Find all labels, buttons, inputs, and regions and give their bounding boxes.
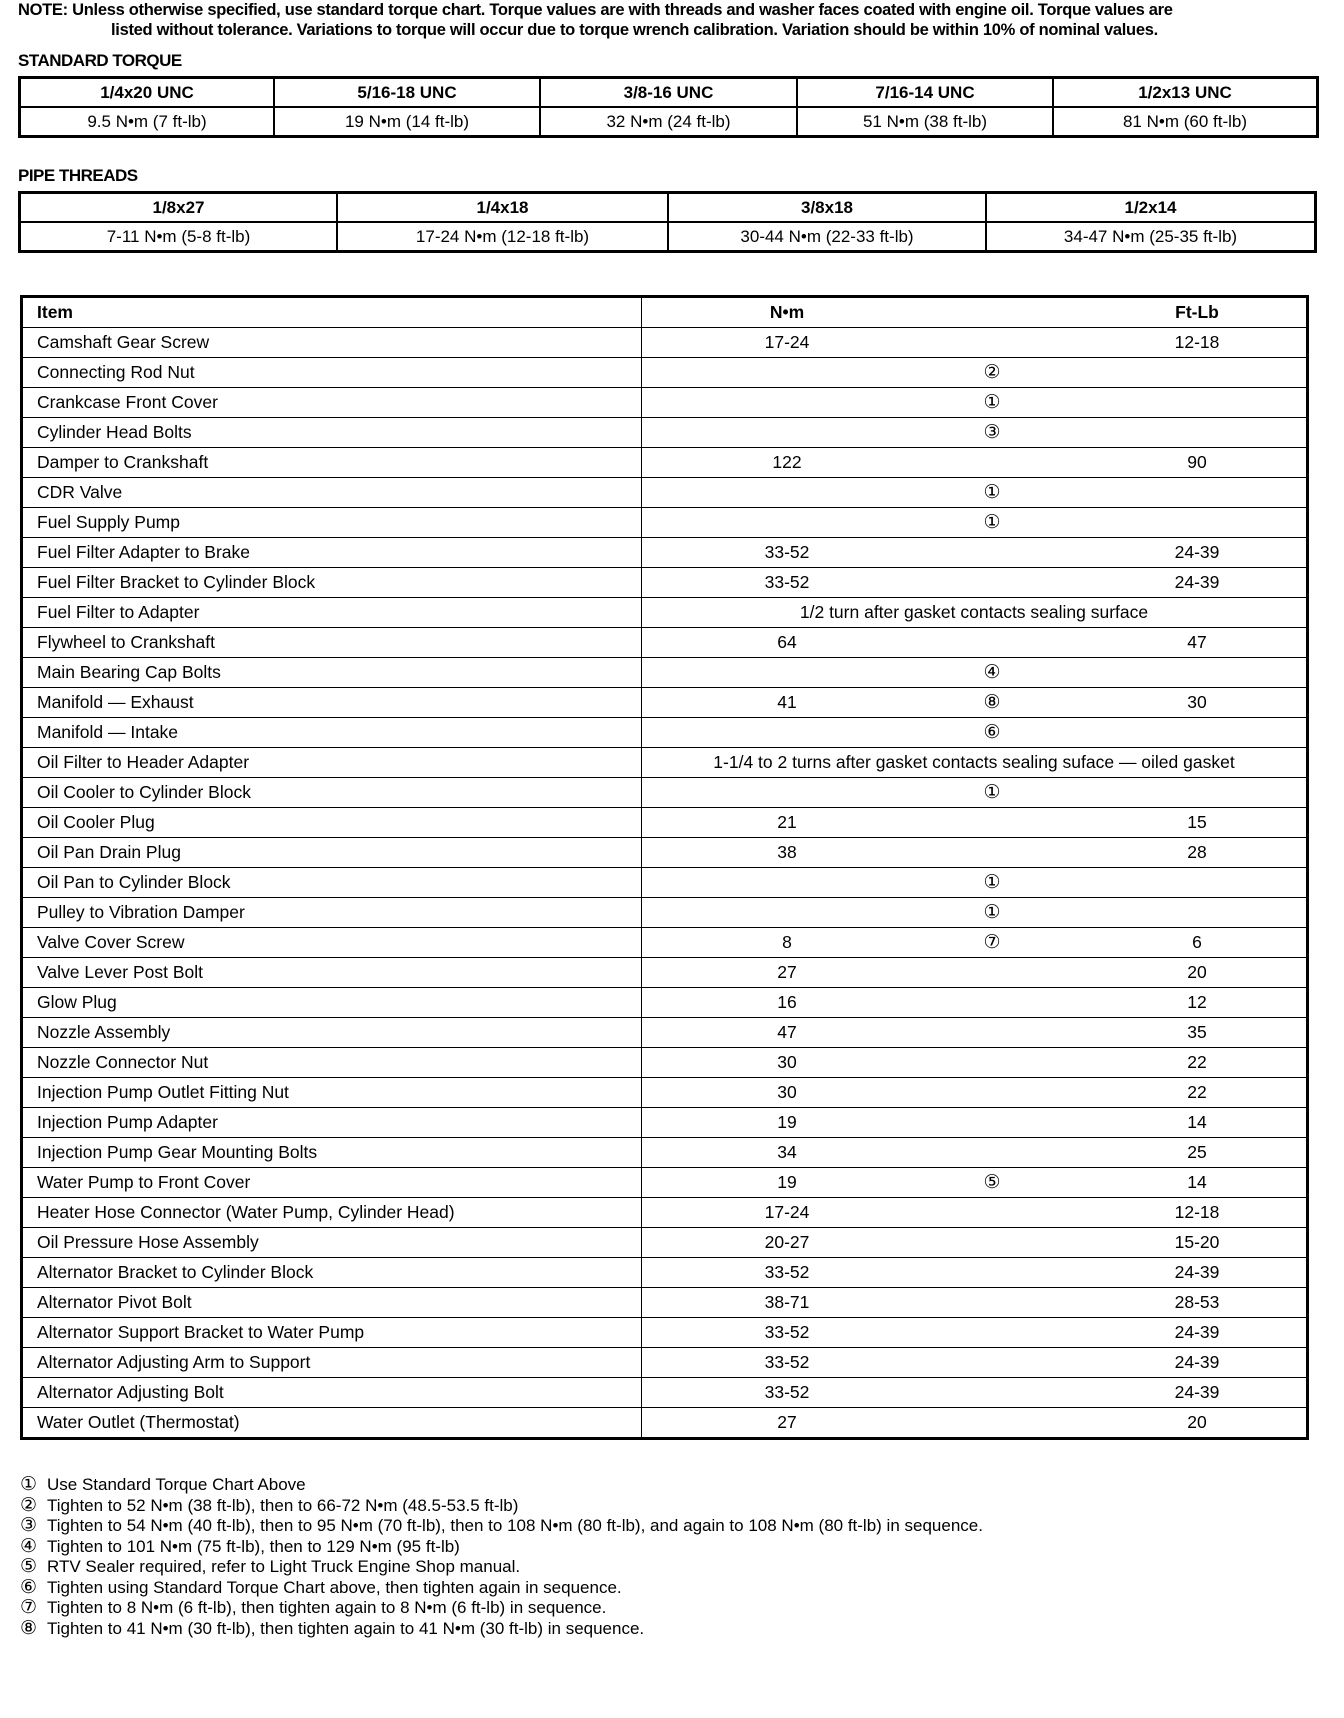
table-row (22, 808, 1308, 838)
row-nm: 30 (777, 1052, 797, 1072)
row-values (642, 1108, 1308, 1138)
pipe-threads-title: PIPE THREADS (18, 166, 138, 185)
row-item: Alternator Support Bracket to Water Pump (22, 1318, 642, 1348)
table-row (22, 358, 1308, 388)
row-footnote-mark: ⑤ (983, 1172, 1001, 1193)
row-ftlb: 47 (1187, 632, 1207, 652)
row-values (642, 1258, 1308, 1288)
row-nm: 17-24 (764, 1202, 810, 1222)
row-ftlb: 24-39 (1174, 1262, 1220, 1282)
note-label: NOTE: (18, 1, 68, 19)
row-footnote-mark: ① (983, 782, 1001, 803)
table-row (22, 1048, 1308, 1078)
table-row (22, 838, 1308, 868)
row-item: Damper to Crankshaft (22, 448, 642, 478)
row-values (642, 1408, 1308, 1439)
table-row (22, 538, 1308, 568)
row-values (642, 988, 1308, 1018)
footnote-text: Use Standard Torque Chart Above (47, 1475, 306, 1494)
footnote-mark: ③ (20, 1515, 38, 1536)
row-item: Oil Pressure Hose Assembly (22, 1228, 642, 1258)
row-item: Oil Filter to Header Adapter (22, 748, 642, 778)
row-item: Connecting Rod Nut (22, 358, 642, 388)
row-item: Alternator Pivot Bolt (22, 1288, 642, 1318)
row-item: Glow Plug (22, 988, 642, 1018)
row-ftlb: 28 (1187, 842, 1207, 862)
row-values (642, 1318, 1308, 1348)
row-item: Fuel Filter Adapter to Brake (22, 538, 642, 568)
row-item: Manifold — Intake (22, 718, 642, 748)
row-footnote-mark: ③ (983, 422, 1001, 443)
row-values (642, 1348, 1308, 1378)
row-values (642, 328, 1308, 358)
pipe-thread-header: 1/8x27 (20, 193, 338, 223)
row-nm: 38-71 (764, 1292, 810, 1312)
footnote (20, 1496, 983, 1517)
standard-torque-header: 7/16-14 UNC (797, 78, 1053, 108)
row-item: Flywheel to Crankshaft (22, 628, 642, 658)
row-ftlb: 15 (1187, 812, 1207, 832)
row-values (642, 718, 1308, 748)
pipe-thread-header: 1/2x14 (986, 193, 1316, 223)
pipe-thread-value: 17-24 N•m (12-18 ft-lb) (337, 222, 668, 252)
standard-torque-value: 51 N•m (38 ft-lb) (797, 107, 1053, 137)
row-values (642, 1198, 1308, 1228)
row-values (642, 748, 1308, 778)
row-values (642, 418, 1308, 448)
standard-torque-header: 1/4x20 UNC (20, 78, 275, 108)
row-footnote-mark: ⑧ (983, 692, 1001, 713)
row-ftlb: 24-39 (1174, 1352, 1220, 1372)
row-item: Alternator Adjusting Arm to Support (22, 1348, 642, 1378)
row-nm: 33-52 (764, 1352, 810, 1372)
pipe-thread-value: 7-11 N•m (5-8 ft-lb) (20, 222, 338, 252)
row-values (642, 1138, 1308, 1168)
row-item: Injection Pump Gear Mounting Bolts (22, 1138, 642, 1168)
row-item: Main Bearing Cap Bolts (22, 658, 642, 688)
table-row (22, 988, 1308, 1018)
row-nm: 19 (777, 1172, 797, 1192)
row-nm: 33-52 (764, 1262, 810, 1282)
standard-torque-value: 9.5 N•m (7 ft-lb) (20, 107, 275, 137)
standard-torque-header: 3/8-16 UNC (540, 78, 797, 108)
row-nm: 27 (777, 962, 797, 982)
row-values (642, 898, 1308, 928)
row-ftlb: 20 (1187, 1412, 1207, 1432)
row-values (642, 568, 1308, 598)
row-ftlb: 24-39 (1174, 1322, 1220, 1342)
footnote (20, 1619, 983, 1640)
footnote (20, 1557, 983, 1578)
row-values (642, 1168, 1308, 1198)
table-row (22, 1258, 1308, 1288)
row-ftlb: 12 (1187, 992, 1207, 1012)
row-ftlb: 24-39 (1174, 572, 1220, 592)
row-ftlb: 90 (1187, 452, 1207, 472)
row-item: Oil Pan to Cylinder Block (22, 868, 642, 898)
table-row (22, 1078, 1308, 1108)
footnote-mark: ① (20, 1474, 38, 1495)
row-ftlb: 15-20 (1174, 1232, 1220, 1252)
row-nm: 21 (777, 812, 797, 832)
table-row (22, 898, 1308, 928)
row-item: Camshaft Gear Screw (22, 328, 642, 358)
table-row (22, 778, 1308, 808)
table-row (22, 1138, 1308, 1168)
footnote-text: Tighten using Standard Torque Chart above, then tighten again in sequence. (47, 1577, 622, 1597)
row-values (642, 778, 1308, 808)
table-row (22, 1408, 1308, 1439)
row-values (642, 1228, 1308, 1258)
row-item: Fuel Filter Bracket to Cylinder Block (22, 568, 642, 598)
row-values (642, 508, 1308, 538)
row-nm: 34 (777, 1142, 797, 1162)
row-values (642, 1048, 1308, 1078)
table-row (22, 448, 1308, 478)
row-ftlb: 20 (1187, 962, 1207, 982)
row-ftlb: 22 (1187, 1082, 1207, 1102)
row-nm: 122 (772, 452, 802, 472)
row-item: Water Outlet (Thermostat) (22, 1408, 642, 1439)
row-ftlb: 22 (1187, 1052, 1207, 1072)
header-values (642, 297, 1308, 328)
row-values (642, 598, 1308, 628)
table-row (22, 688, 1308, 718)
footnote-text: Tighten to 54 N•m (40 ft-lb), then to 95 N•m (70 ft-lb), then to 108 N•m (80 ft-lb), and again to 108 N•m (80 ft-lb) in sequence. (47, 1516, 983, 1535)
row-nm: 33-52 (764, 1322, 810, 1342)
standard-torque-header: 5/16-18 UNC (274, 78, 540, 108)
footnote-text: Tighten to 41 N•m (30 ft-lb), then tighten again to 41 N•m (30 ft-lb) in sequence. (47, 1618, 645, 1638)
row-nm: 8 (782, 932, 792, 952)
row-item: Valve Cover Screw (22, 928, 642, 958)
row-item: Valve Lever Post Bolt (22, 958, 642, 988)
row-item: Alternator Adjusting Bolt (22, 1378, 642, 1408)
row-values (642, 1018, 1308, 1048)
footnote-mark: ⑧ (20, 1617, 38, 1639)
row-nm: 33-52 (764, 572, 810, 592)
row-instruction: 1-1/4 to 2 turns after gasket contacts sealing suface — oiled gasket (713, 752, 1235, 772)
table-row (22, 928, 1308, 958)
torque-specification-table (20, 295, 1309, 1440)
row-item: Oil Cooler Plug (22, 808, 642, 838)
table-row (22, 1108, 1308, 1138)
row-item: Oil Cooler to Cylinder Block (22, 778, 642, 808)
row-ftlb: 14 (1187, 1172, 1207, 1192)
row-instruction: 1/2 turn after gasket contacts sealing surface (799, 602, 1149, 622)
header-nm: N•m (769, 302, 805, 322)
pipe-thread-header: 3/8x18 (668, 193, 986, 223)
table-row (22, 508, 1308, 538)
row-item: Fuel Filter to Adapter (22, 598, 642, 628)
footnote (20, 1578, 983, 1599)
row-values (642, 1078, 1308, 1108)
row-footnote-mark: ④ (983, 662, 1001, 683)
footnote-mark: ⑤ (20, 1556, 38, 1577)
footnote-text: Tighten to 8 N•m (6 ft-lb), then tighten again to 8 N•m (6 ft-lb) in sequence. (47, 1598, 607, 1617)
row-item: Crankcase Front Cover (22, 388, 642, 418)
row-ftlb: 25 (1187, 1142, 1207, 1162)
row-nm: 33-52 (764, 1382, 810, 1402)
row-item: Pulley to Vibration Damper (22, 898, 642, 928)
table-row (22, 328, 1308, 358)
row-values (642, 358, 1308, 388)
row-footnote-mark: ① (983, 872, 1001, 893)
table-row (22, 418, 1308, 448)
row-footnote-mark: ① (983, 482, 1001, 503)
row-nm: 30 (777, 1082, 797, 1102)
row-item: CDR Valve (22, 478, 642, 508)
row-item: Manifold — Exhaust (22, 688, 642, 718)
row-nm: 17-24 (764, 332, 810, 352)
row-footnote-mark: ⑥ (983, 722, 1001, 743)
row-ftlb: 28-53 (1174, 1292, 1220, 1312)
footnote-mark: ④ (20, 1535, 38, 1557)
header-ftlb: Ft-Lb (1175, 302, 1219, 322)
table-row (22, 958, 1308, 988)
pipe-threads-table (18, 191, 1317, 253)
row-nm: 47 (777, 1022, 797, 1042)
row-footnote-mark: ① (983, 512, 1001, 533)
header-item: Item (22, 297, 642, 328)
row-item: Heater Hose Connector (Water Pump, Cylinder Head) (22, 1198, 642, 1228)
row-ftlb: 6 (1192, 932, 1202, 952)
row-footnote-mark: ⑦ (983, 932, 1001, 953)
table-row (22, 1378, 1308, 1408)
standard-torque-header: 1/2x13 UNC (1053, 78, 1318, 108)
row-ftlb: 24-39 (1174, 542, 1220, 562)
standard-torque-value: 32 N•m (24 ft-lb) (540, 107, 797, 137)
footnote-text: Tighten to 52 N•m (38 ft-lb), then to 66-72 N•m (48.5-53.5 ft-lb) (47, 1495, 519, 1515)
footnote-mark: ⑥ (20, 1576, 38, 1598)
table-row (22, 388, 1308, 418)
pipe-thread-value: 34-47 N•m (25-35 ft-lb) (986, 222, 1316, 252)
row-nm: 38 (777, 842, 797, 862)
row-nm: 33-52 (764, 542, 810, 562)
table-row (22, 478, 1308, 508)
table-row (22, 1348, 1308, 1378)
row-item: Nozzle Connector Nut (22, 1048, 642, 1078)
table-row (22, 1288, 1308, 1318)
table-row (22, 568, 1308, 598)
footnote (20, 1537, 983, 1558)
row-item: Fuel Supply Pump (22, 508, 642, 538)
row-values (642, 448, 1308, 478)
pipe-thread-value: 30-44 N•m (22-33 ft-lb) (668, 222, 986, 252)
table-row (22, 628, 1308, 658)
table-row (22, 1198, 1308, 1228)
row-values (642, 628, 1308, 658)
row-footnote-mark: ② (983, 362, 1001, 383)
table-header-row (22, 297, 1308, 328)
row-item: Nozzle Assembly (22, 1018, 642, 1048)
row-nm: 19 (777, 1112, 797, 1132)
footnote-text: Tighten to 101 N•m (75 ft-lb), then to 129 N•m (95 ft-lb) (47, 1536, 460, 1556)
row-ftlb: 24-39 (1174, 1382, 1220, 1402)
row-nm: 20-27 (764, 1232, 810, 1252)
standard-torque-table (18, 76, 1319, 138)
row-values (642, 658, 1308, 688)
row-values (642, 838, 1308, 868)
footnote-mark: ② (20, 1494, 38, 1516)
footnotes (20, 1475, 983, 1639)
table-row (22, 718, 1308, 748)
table-row (22, 748, 1308, 778)
row-nm: 27 (777, 1412, 797, 1432)
row-footnote-mark: ① (983, 392, 1001, 413)
row-item: Alternator Bracket to Cylinder Block (22, 1258, 642, 1288)
row-footnote-mark: ① (983, 902, 1001, 923)
table-row (22, 868, 1308, 898)
note (18, 0, 1318, 40)
footnote-text: RTV Sealer required, refer to Light Truck Engine Shop manual. (47, 1557, 521, 1576)
standard-torque-value: 81 N•m (60 ft-lb) (1053, 107, 1318, 137)
row-values (642, 688, 1308, 718)
row-nm: 64 (777, 632, 797, 652)
table-row (22, 598, 1308, 628)
pipe-thread-header: 1/4x18 (337, 193, 668, 223)
row-item: Injection Pump Outlet Fitting Nut (22, 1078, 642, 1108)
row-ftlb: 30 (1187, 692, 1207, 712)
table-row (22, 1228, 1308, 1258)
row-nm: 16 (777, 992, 797, 1012)
row-item: Oil Pan Drain Plug (22, 838, 642, 868)
row-ftlb: 12-18 (1174, 332, 1220, 352)
footnote (20, 1475, 983, 1496)
row-item: Injection Pump Adapter (22, 1108, 642, 1138)
row-values (642, 928, 1308, 958)
row-ftlb: 35 (1187, 1022, 1207, 1042)
row-values (642, 478, 1308, 508)
table-row (22, 1018, 1308, 1048)
table-row (22, 1318, 1308, 1348)
row-item: Water Pump to Front Cover (22, 1168, 642, 1198)
row-values (642, 388, 1308, 418)
row-values (642, 808, 1308, 838)
row-ftlb: 12-18 (1174, 1202, 1220, 1222)
row-values (642, 1288, 1308, 1318)
row-ftlb: 14 (1187, 1112, 1207, 1132)
footnote (20, 1598, 983, 1619)
row-values (642, 538, 1308, 568)
table-row (22, 658, 1308, 688)
row-values (642, 958, 1308, 988)
row-nm: 41 (777, 692, 797, 712)
footnote-mark: ⑦ (20, 1597, 38, 1618)
footnote (20, 1516, 983, 1537)
row-values (642, 868, 1308, 898)
standard-torque-title: STANDARD TORQUE (18, 51, 182, 70)
row-values (642, 1378, 1308, 1408)
note-line-1: Unless otherwise specified, use standard torque chart. Torque values are with threads and washer faces coated with engine oil. Torque values are (72, 1, 1173, 19)
table-row (22, 1168, 1308, 1198)
row-item: Cylinder Head Bolts (22, 418, 642, 448)
note-line-2: listed without tolerance. Variations to torque will occur due to torque wrench calibration. Variation should be within 10% of nominal values. (111, 21, 1158, 39)
standard-torque-value: 19 N•m (14 ft-lb) (274, 107, 540, 137)
